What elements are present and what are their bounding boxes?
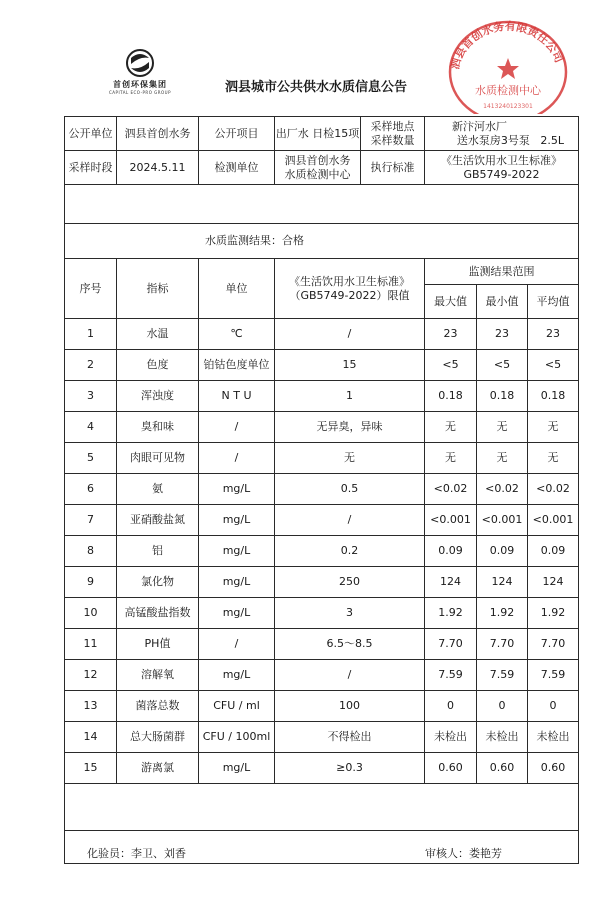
table-row xyxy=(65,412,579,443)
label-test-unit: 检测单位 xyxy=(199,151,275,185)
cell-avg: <0.001 xyxy=(528,505,579,536)
table-row xyxy=(65,629,579,660)
cell-min: 1.92 xyxy=(477,598,528,629)
cell-indicator: 氨 xyxy=(117,474,199,505)
table-row xyxy=(65,443,579,474)
data-rows xyxy=(65,319,579,784)
cell-avg: 124 xyxy=(528,567,579,598)
label-publish-item: 公开项目 xyxy=(199,117,275,151)
cell-indicator: 游离氯 xyxy=(117,753,199,784)
table-row xyxy=(65,753,579,784)
cell-max: <0.02 xyxy=(425,474,477,505)
col-limit-line2: （GB5749-2022）限值 xyxy=(289,288,410,302)
table-row xyxy=(65,660,579,691)
table-row xyxy=(65,567,579,598)
test-unit-line1: 泗县首创水务 xyxy=(284,153,351,167)
cell-indicator: 水温 xyxy=(117,319,199,350)
publish-item: 出厂水 日检15项 xyxy=(275,117,361,151)
sampling-qty: 2.5L xyxy=(540,133,565,147)
header-row-2 xyxy=(65,151,579,185)
cell-max: <0.001 xyxy=(425,505,477,536)
cell-max: 7.59 xyxy=(425,660,477,691)
cell-indicator: 色度 xyxy=(117,350,199,381)
cell-min: 23 xyxy=(477,319,528,350)
cell-indicator: 铝 xyxy=(117,536,199,567)
cell-indicator: 氯化物 xyxy=(117,567,199,598)
cell-avg: <5 xyxy=(528,350,579,381)
cell-max: 未检出 xyxy=(425,722,477,753)
cell-no: 1 xyxy=(65,319,117,350)
tester-label: 化验员：李卫、刘香 xyxy=(87,847,186,860)
cell-unit: mg/L xyxy=(199,567,275,598)
cell-unit: mg/L xyxy=(199,505,275,536)
cell-no: 6 xyxy=(65,474,117,505)
col-max: 最大值 xyxy=(425,285,477,319)
cell-no: 3 xyxy=(65,381,117,412)
label-publish-unit: 公开单位 xyxy=(65,117,117,151)
cell-no: 14 xyxy=(65,722,117,753)
cell-no: 9 xyxy=(65,567,117,598)
cell-min: 0.18 xyxy=(477,381,528,412)
col-indicator: 指标 xyxy=(117,259,199,319)
signature-row xyxy=(65,831,579,864)
cell-indicator: 溶解氧 xyxy=(117,660,199,691)
cell-max: 0.18 xyxy=(425,381,477,412)
cell-min: 7.59 xyxy=(477,660,528,691)
cell-unit: mg/L xyxy=(199,474,275,505)
table-row xyxy=(65,319,579,350)
cell-avg: 0.09 xyxy=(528,536,579,567)
cell-indicator: 肉眼可见物 xyxy=(117,443,199,474)
cell-min: 0.60 xyxy=(477,753,528,784)
cell-limit: 3 xyxy=(275,598,425,629)
cell-avg: 0.60 xyxy=(528,753,579,784)
cell-avg: 无 xyxy=(528,412,579,443)
cell-min: 0 xyxy=(477,691,528,722)
svg-text:水质检测中心: 水质检测中心 xyxy=(475,84,541,97)
column-header-row-1 xyxy=(65,259,579,285)
cell-unit: CFU / 100ml xyxy=(199,722,275,753)
cell-limit: 0.5 xyxy=(275,474,425,505)
document-title: 泗县城市公共供水水质信息公告 xyxy=(224,80,407,95)
table-row xyxy=(65,598,579,629)
cell-indicator: 菌落总数 xyxy=(117,691,199,722)
label-sampling xyxy=(361,117,425,151)
cell-avg: 23 xyxy=(528,319,579,350)
sampling-site xyxy=(425,117,579,151)
result-row xyxy=(65,224,579,259)
cell-avg: 7.59 xyxy=(528,660,579,691)
cell-indicator: 浑浊度 xyxy=(117,381,199,412)
cell-max: 1.92 xyxy=(425,598,477,629)
cell-no: 15 xyxy=(65,753,117,784)
cell-unit: mg/L xyxy=(199,598,275,629)
cell-no: 12 xyxy=(65,660,117,691)
cell-min: <5 xyxy=(477,350,528,381)
logo-name-en: CAPITAL ECO-PRO GROUP xyxy=(109,90,171,95)
label-sampling-site: 采样地点 xyxy=(370,119,415,133)
logo-icon xyxy=(123,48,157,78)
cell-unit: / xyxy=(199,629,275,660)
cell-avg: 7.70 xyxy=(528,629,579,660)
cell-limit: 1 xyxy=(275,381,425,412)
cell-indicator: 高锰酸盐指数 xyxy=(117,598,199,629)
header-row-1 xyxy=(65,117,579,151)
label-standard: 执行标准 xyxy=(361,151,425,185)
cell-unit: mg/L xyxy=(199,536,275,567)
standard xyxy=(425,151,579,185)
cell-no: 4 xyxy=(65,412,117,443)
cell-limit: ≥0.3 xyxy=(275,753,425,784)
test-unit xyxy=(275,151,361,185)
reviewer-label: 审核人：娄艳芳 xyxy=(425,847,502,860)
col-unit: 单位 xyxy=(199,259,275,319)
cell-max: 124 xyxy=(425,567,477,598)
cell-limit: / xyxy=(275,319,425,350)
col-range: 监测结果范围 xyxy=(425,259,579,285)
cell-min: <0.001 xyxy=(477,505,528,536)
table-row xyxy=(65,505,579,536)
label-sampling-time: 采样时段 xyxy=(65,151,117,185)
water-quality-table xyxy=(64,116,579,864)
cell-limit: 无 xyxy=(275,443,425,474)
cell-max: 23 xyxy=(425,319,477,350)
cell-unit: CFU / ml xyxy=(199,691,275,722)
publish-unit: 泗县首创水务 xyxy=(117,117,199,151)
table-row xyxy=(65,536,579,567)
cell-avg: 0.18 xyxy=(528,381,579,412)
cell-unit: mg/L xyxy=(199,660,275,691)
cell-limit: 不得检出 xyxy=(275,722,425,753)
cell-max: <5 xyxy=(425,350,477,381)
spacer-row xyxy=(65,185,579,224)
cell-limit: 无异臭，异味 xyxy=(275,412,425,443)
sampling-site-name: 新汴河水厂 xyxy=(452,119,507,133)
cell-min: 无 xyxy=(477,412,528,443)
cell-unit: 铂钴色度单位 xyxy=(199,350,275,381)
cell-unit: N T U xyxy=(199,381,275,412)
cell-indicator: 总大肠菌群 xyxy=(117,722,199,753)
cell-no: 2 xyxy=(65,350,117,381)
cell-unit: / xyxy=(199,443,275,474)
cell-no: 5 xyxy=(65,443,117,474)
cell-avg: 0 xyxy=(528,691,579,722)
cell-max: 无 xyxy=(425,443,477,474)
cell-no: 7 xyxy=(65,505,117,536)
cell-max: 无 xyxy=(425,412,477,443)
cell-min: 无 xyxy=(477,443,528,474)
cell-avg: <0.02 xyxy=(528,474,579,505)
cell-no: 10 xyxy=(65,598,117,629)
cell-no: 11 xyxy=(65,629,117,660)
cell-min: 未检出 xyxy=(477,722,528,753)
result-text: 水质监测结果：合格 xyxy=(205,234,304,247)
standard-line1: 《生活饮用水卫生标准》 xyxy=(441,153,562,167)
sampling-site-pump: 送水泵房3号泵 xyxy=(456,133,530,147)
cell-avg: 1.92 xyxy=(528,598,579,629)
table-row xyxy=(65,350,579,381)
table-row xyxy=(65,722,579,753)
cell-indicator: 亚硝酸盐氮 xyxy=(117,505,199,536)
cell-limit: 0.2 xyxy=(275,536,425,567)
col-min: 最小值 xyxy=(477,285,528,319)
label-sampling-qty: 采样数量 xyxy=(370,133,415,147)
standard-line2: GB5749-2022 xyxy=(463,167,540,181)
cell-avg: 未检出 xyxy=(528,722,579,753)
cell-limit: 250 xyxy=(275,567,425,598)
cell-limit: 15 xyxy=(275,350,425,381)
cell-max: 7.70 xyxy=(425,629,477,660)
cell-min: 124 xyxy=(477,567,528,598)
cell-min: 7.70 xyxy=(477,629,528,660)
col-limit xyxy=(275,259,425,319)
cell-min: <0.02 xyxy=(477,474,528,505)
cell-no: 13 xyxy=(65,691,117,722)
cell-max: 0 xyxy=(425,691,477,722)
col-avg: 平均值 xyxy=(528,285,579,319)
cell-min: 0.09 xyxy=(477,536,528,567)
cell-limit: 100 xyxy=(275,691,425,722)
cell-unit: / xyxy=(199,412,275,443)
cell-unit: ℃ xyxy=(199,319,275,350)
cell-max: 0.09 xyxy=(425,536,477,567)
sampling-time: 2024.5.11 xyxy=(117,151,199,185)
cell-unit: mg/L xyxy=(199,753,275,784)
cell-avg: 无 xyxy=(528,443,579,474)
cell-indicator: 臭和味 xyxy=(117,412,199,443)
svg-text:泗县首创水务有限责任公司: 泗县首创水务有限责任公司 xyxy=(448,19,566,71)
cell-no: 8 xyxy=(65,536,117,567)
cell-max: 0.60 xyxy=(425,753,477,784)
table-row xyxy=(65,691,579,722)
table-row xyxy=(65,474,579,505)
official-seal-stamp xyxy=(436,14,576,114)
cell-indicator: PH值 xyxy=(117,629,199,660)
table-row xyxy=(65,381,579,412)
logo-name-cn: 首创环保集团 xyxy=(113,80,167,89)
col-limit-line1: 《生活饮用水卫生标准》 xyxy=(289,274,410,288)
col-no: 序号 xyxy=(65,259,117,319)
blank-row xyxy=(65,784,579,831)
cell-limit: / xyxy=(275,505,425,536)
test-unit-line2: 水质检测中心 xyxy=(284,167,351,181)
cell-limit: 6.5～8.5 xyxy=(275,629,425,660)
svg-text:1413240123301: 1413240123301 xyxy=(483,103,533,110)
cell-limit: / xyxy=(275,660,425,691)
